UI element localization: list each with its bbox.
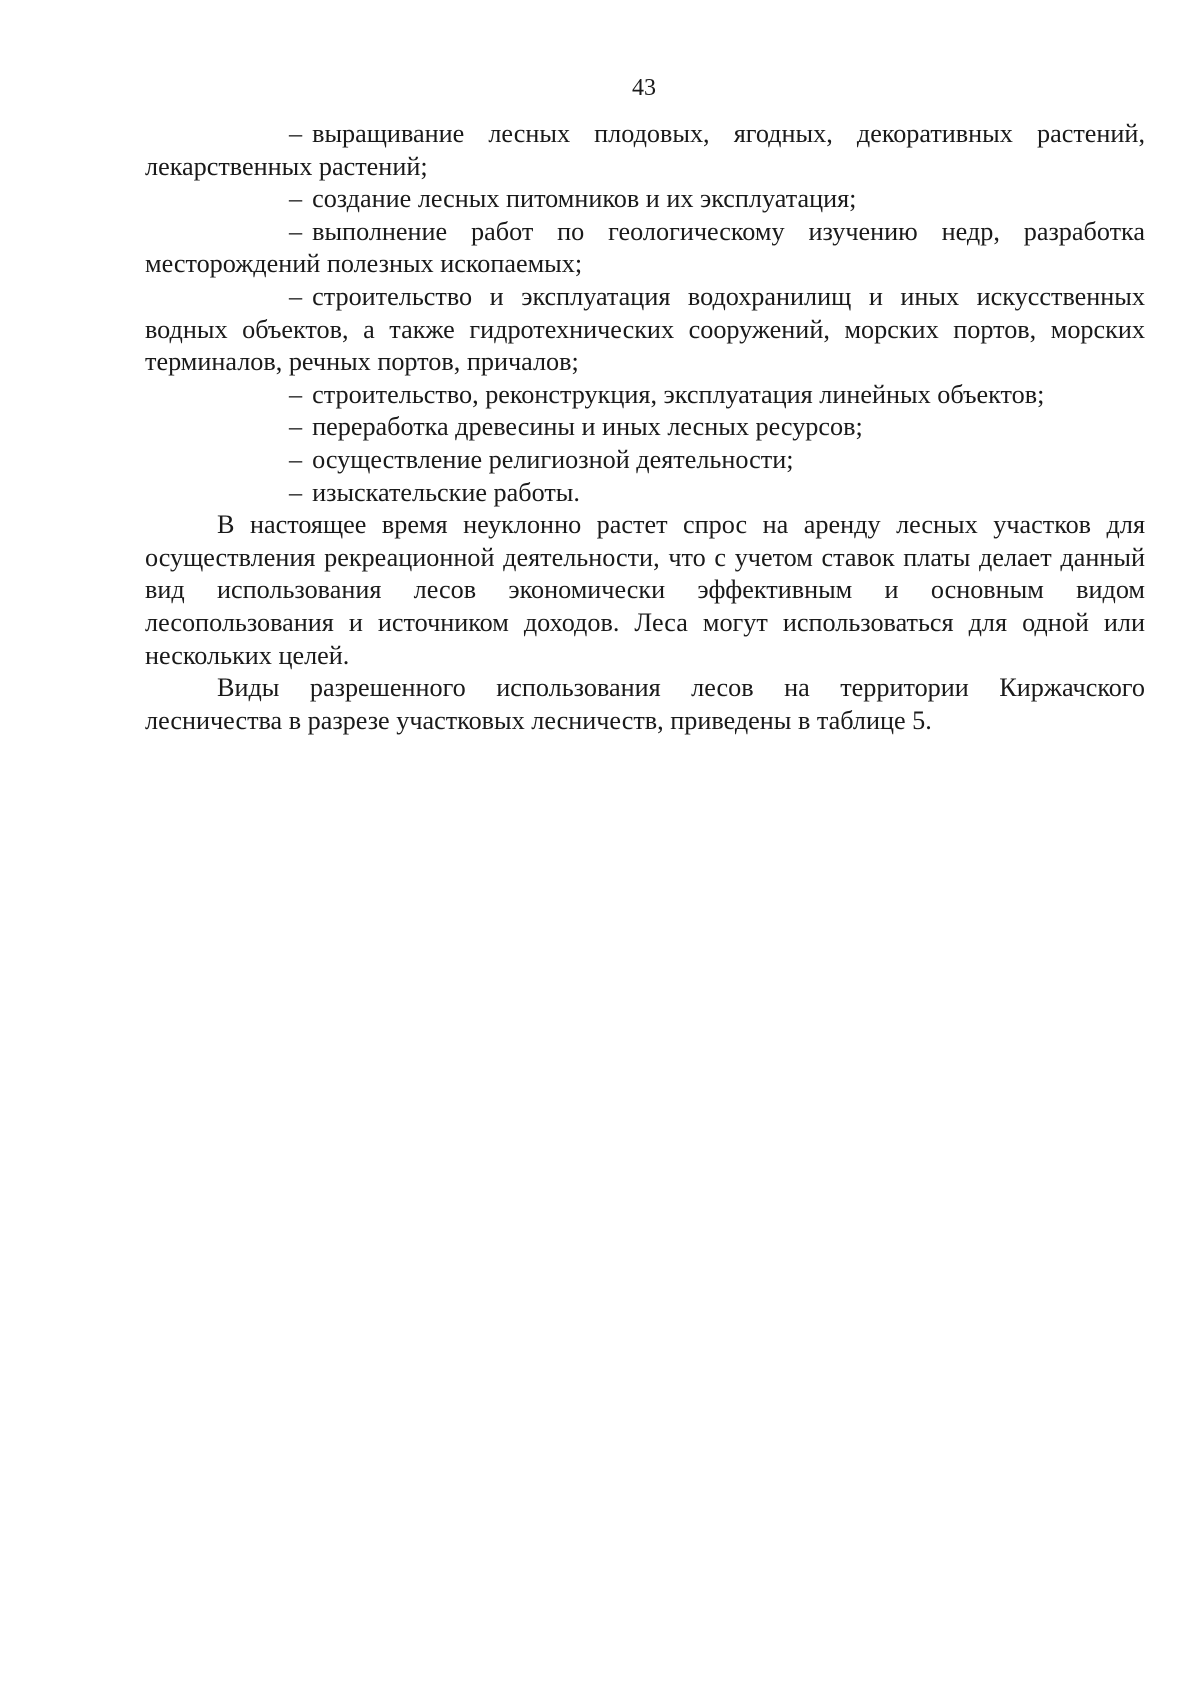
page-number: 43 (632, 75, 656, 101)
bullet-dash: – (289, 184, 303, 214)
bullet-dash: – (289, 379, 303, 409)
document-body (145, 118, 1145, 737)
bullet-text: выполнение работ по геологическому изучению недр, разработка месторождений полезных ископаемых; (145, 216, 1145, 279)
bullet-item (145, 183, 1145, 216)
body-paragraph: Виды разрешенного использования лесов на территории Киржачского лесничества в разрезе участковых лесничеств, приведены в таблице 5. (145, 673, 1145, 735)
bullet-dash: – (289, 444, 303, 474)
bullet-dash: – (289, 119, 303, 148)
bullet-text: переработка древесины и иных лесных ресурсов; (312, 412, 863, 442)
bullet-dash: – (289, 216, 303, 246)
bullet-text: выращивание лесных плодовых, ягодных, декоративных растений, лекарственных растений; (145, 119, 1145, 181)
bullet-item (145, 444, 1145, 477)
body-paragraph: В настоящее время неуклонно растет спрос на аренду лесных участков для осуществления рекреационной деятельности, что с учетом ставок платы делает данный вид использования лесов экономически эффективным и основным видом лесопользования и источником доходов. Леса могут использоваться для одной или нескольких целей. (145, 510, 1145, 670)
bullet-text: осуществление религиозной деятельности; (312, 444, 794, 474)
bullet-text: строительство и эксплуатация водохранилищ и иных искусственных водных объектов, а также гидротехнических сооружений, морских портов, морских терминалов, речных портов, причалов; (145, 281, 1145, 377)
bullet-item (145, 216, 1145, 281)
bullet-text: создание лесных питомников и их эксплуатация; (312, 184, 857, 214)
bullet-dash: – (289, 412, 303, 442)
bullet-item (145, 118, 1145, 183)
bullet-dash: – (289, 477, 303, 507)
bullet-item (145, 281, 1145, 379)
bullet-item (145, 379, 1145, 412)
bullet-item (145, 411, 1145, 444)
bullet-text: изыскательские работы. (312, 477, 580, 507)
bullet-item (145, 477, 1145, 510)
bullet-dash: – (289, 281, 303, 311)
bullet-text: строительство, реконструкция, эксплуатация линейных объектов; (312, 379, 1045, 409)
